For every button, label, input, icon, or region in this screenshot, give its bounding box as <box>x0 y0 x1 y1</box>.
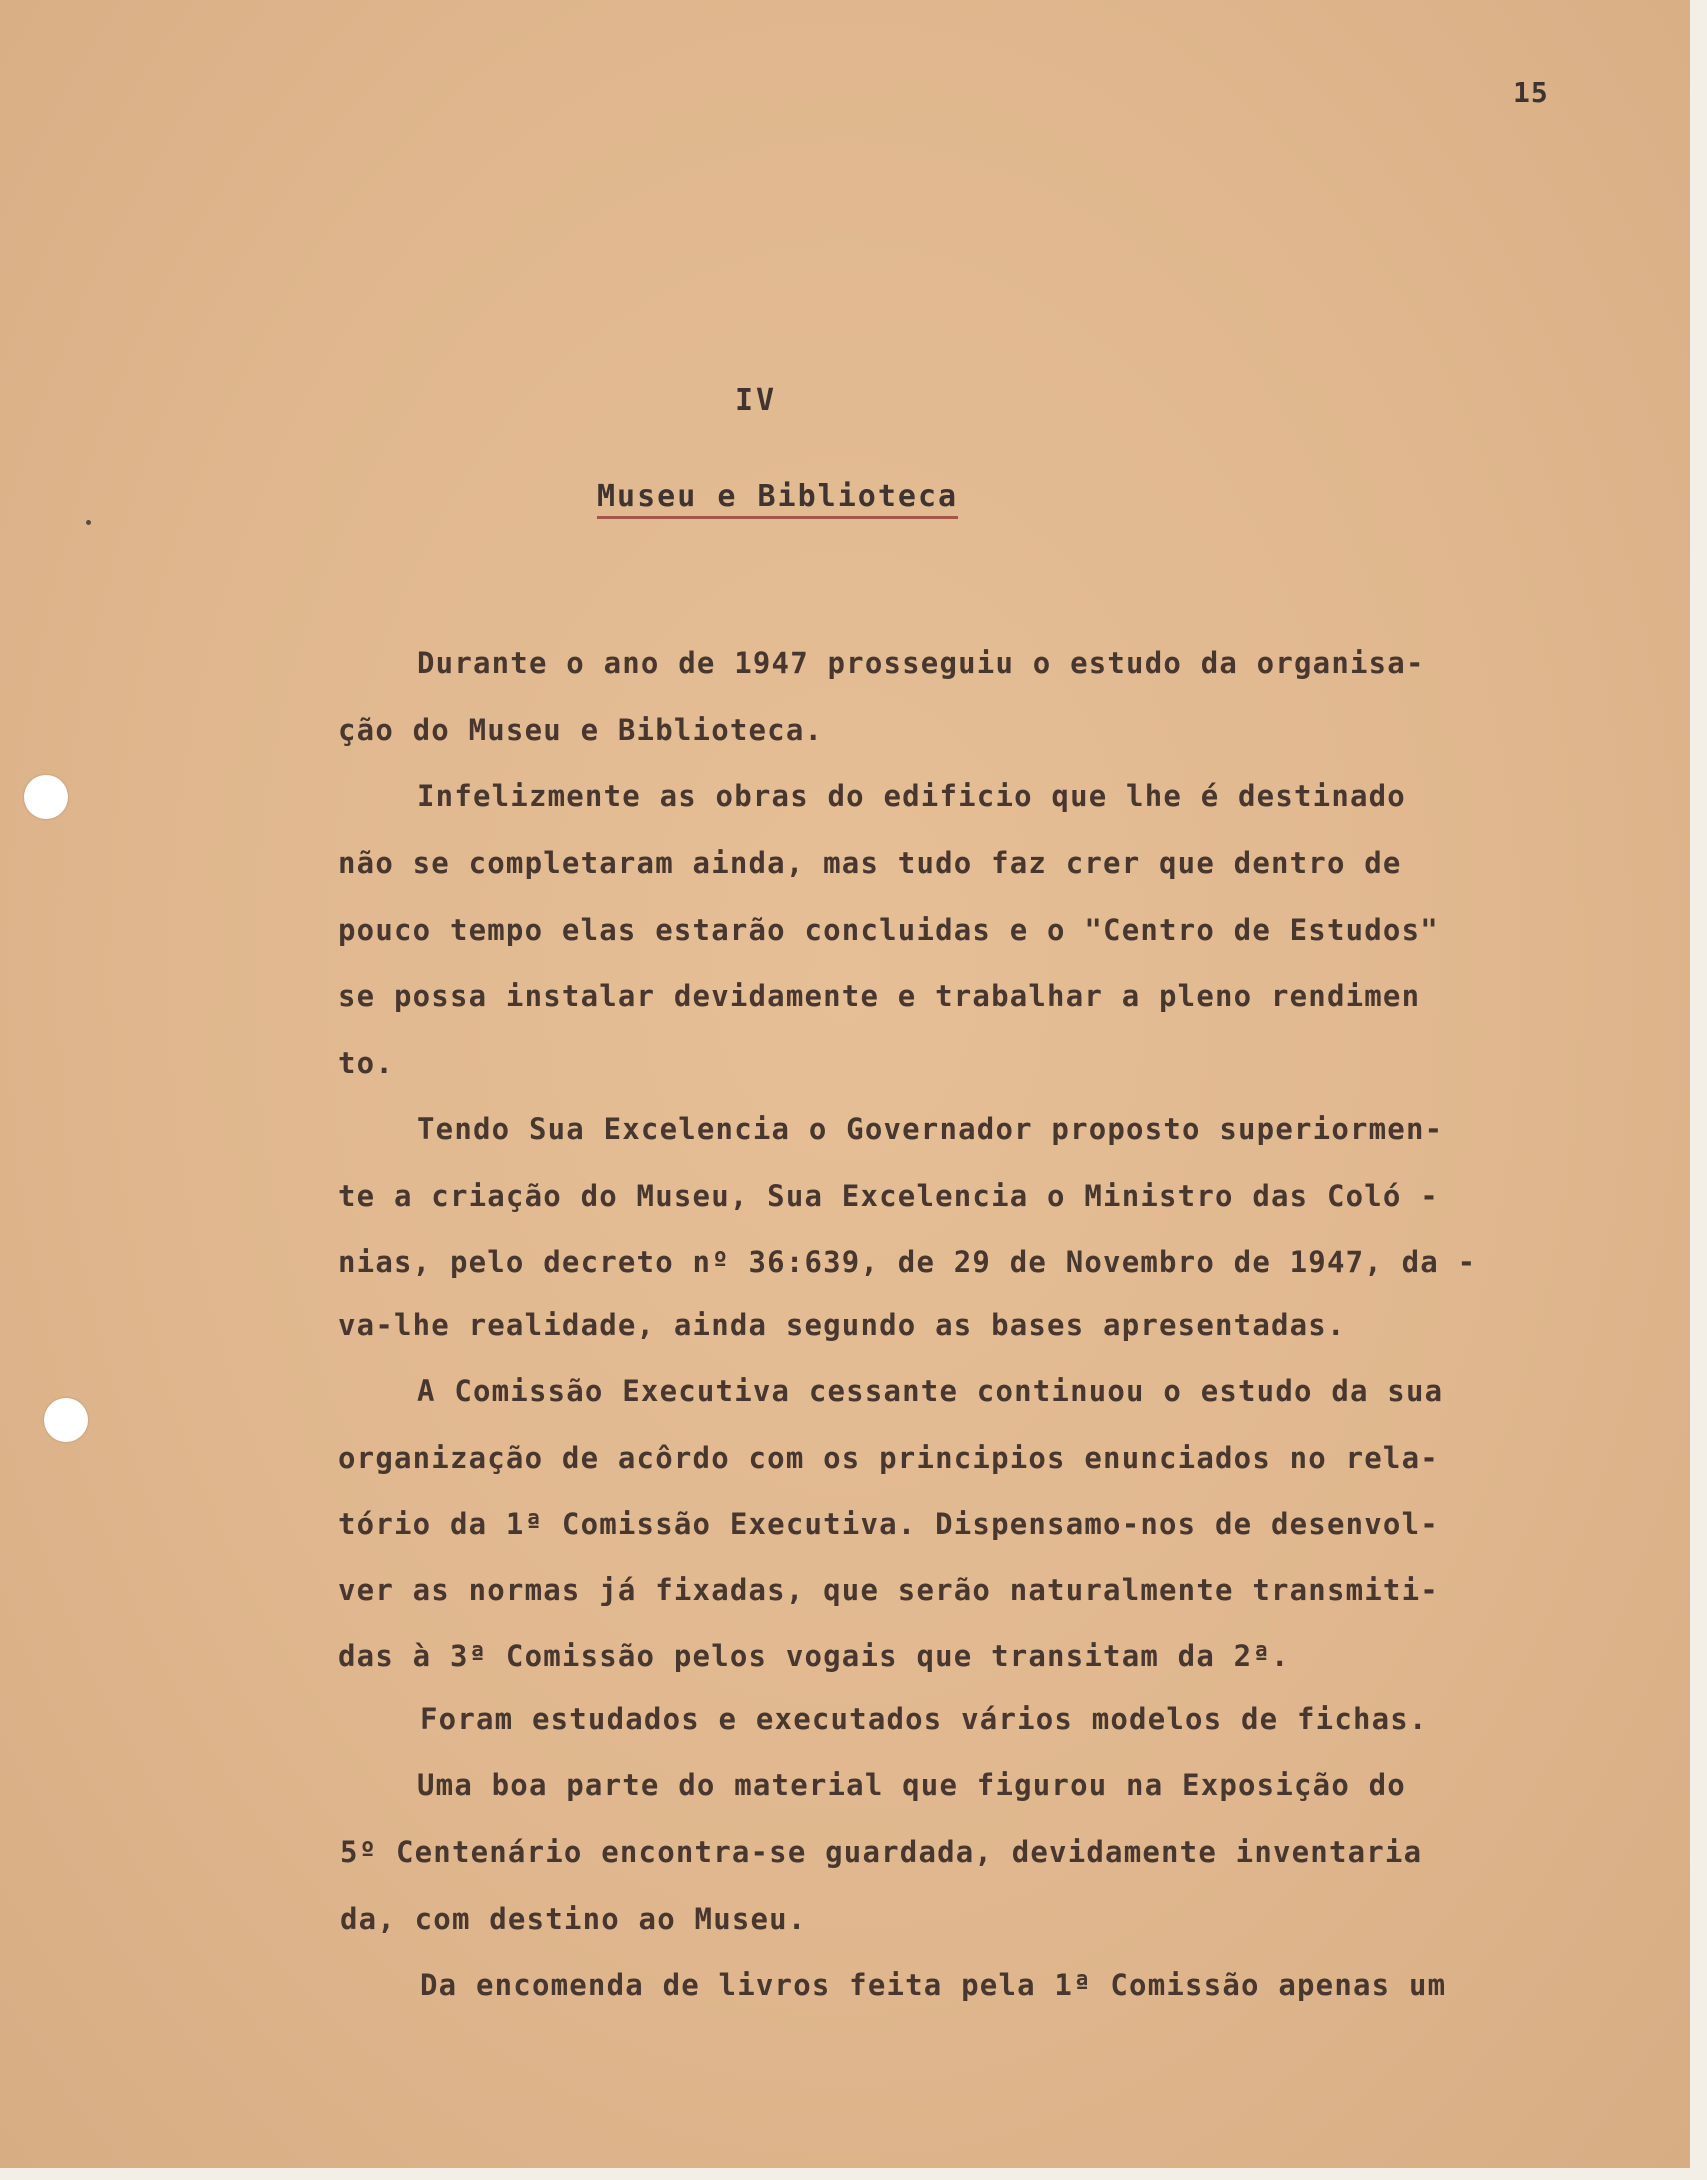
page-edge <box>1690 0 1707 2180</box>
body-line: Durante o ano de 1947 prosseguiu o estudo da organisa- <box>417 646 1425 680</box>
body-line: ver as normas já fixadas, que serão naturalmente transmiti- <box>338 1573 1439 1607</box>
body-line: 5º Centenário encontra-se guardada, devidamente inventaria <box>340 1835 1423 1869</box>
body-line: Tendo Sua Excelencia o Governador proposto superiormen- <box>417 1112 1444 1146</box>
body-line: organização de acôrdo com os principios enunciados no rela- <box>338 1441 1439 1475</box>
chapter-number: IV <box>735 383 778 418</box>
page-number: 15 <box>1513 76 1549 109</box>
body-line: te a criação do Museu, Sua Excelencia o Ministro das Coló - <box>338 1179 1439 1213</box>
body-line: pouco tempo elas estarão concluidas e o "Centro de Estudos" <box>338 913 1439 947</box>
page-bottom-edge <box>0 2168 1707 2180</box>
body-line: va-lhe realidade, ainda segundo as bases apresentadas. <box>338 1308 1346 1342</box>
body-line: ção do Museu e Biblioteca. <box>338 713 824 747</box>
body-line: Da encomenda de livros feita pela 1ª Comissão apenas um <box>420 1968 1447 2002</box>
body-line: se possa instalar devidamente e trabalhar a pleno rendimen <box>338 979 1421 1013</box>
punch-hole <box>24 775 68 819</box>
body-line: Infelizmente as obras do edificio que lhe é destinado <box>417 779 1406 813</box>
body-line: to. <box>338 1046 394 1080</box>
paper-speck <box>86 520 91 525</box>
body-line: não se completaram ainda, mas tudo faz crer que dentro de <box>338 846 1402 880</box>
section-title: Museu e Biblioteca <box>597 479 958 519</box>
body-line: Uma boa parte do material que figurou na Exposição do <box>417 1768 1406 1802</box>
body-line: das à 3ª Comissão pelos vogais que transitam da 2ª. <box>338 1639 1290 1673</box>
body-line: nias, pelo decreto nº 36:639, de 29 de Novembro de 1947, da - <box>338 1245 1477 1279</box>
body-line: Foram estudados e executados vários modelos de fichas. <box>420 1702 1428 1736</box>
body-line: tório da 1ª Comissão Executiva. Dispensamo-nos de desenvol- <box>338 1507 1439 1541</box>
punch-hole <box>44 1398 88 1442</box>
body-line: A Comissão Executiva cessante continuou o estudo da sua <box>417 1374 1444 1408</box>
body-line: da, com destino ao Museu. <box>340 1902 807 1936</box>
